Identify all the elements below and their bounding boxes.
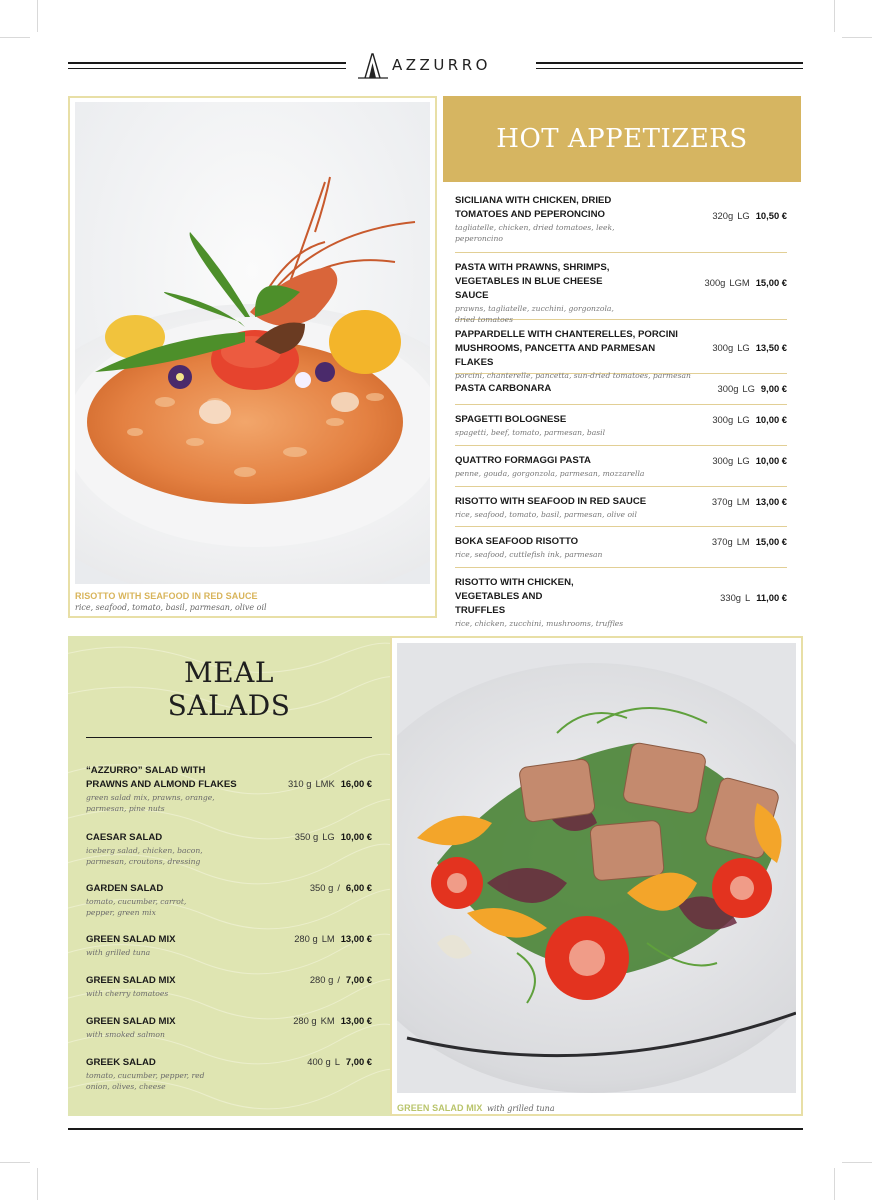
divider — [86, 737, 372, 738]
item-description: tomato, cucumber, pepper, red onion, olives, cheese — [86, 1071, 205, 1091]
item-meta — [712, 210, 787, 221]
crop-mark — [37, 0, 38, 32]
item-description: penne, gouda, gorgonzola, parmesan, mozzarella — [455, 469, 645, 478]
item-price: 10,00 € — [755, 455, 787, 466]
item-code: LM — [321, 933, 335, 944]
crop-mark — [842, 37, 872, 38]
item-price: 6,00 € — [345, 882, 372, 893]
tower-logo-icon — [356, 51, 390, 79]
header-rule-left — [68, 62, 346, 69]
item-weight: 320g — [712, 210, 734, 221]
item-price: 15,00 € — [755, 277, 787, 288]
crop-mark — [37, 1168, 38, 1200]
footer-rule — [68, 1128, 803, 1130]
item-name: GREEN SALAD MIX — [86, 1016, 176, 1027]
item-code: LG — [737, 342, 750, 353]
item-weight: 400 g — [307, 1056, 331, 1067]
risotto-caption-title: RISOTTO WITH SEAFOOD IN RED SAUCE — [75, 591, 258, 601]
salad-caption — [397, 1098, 555, 1116]
item-price: 7,00 € — [345, 974, 372, 985]
item-code: KM — [320, 1015, 335, 1026]
item-weight: 280 g — [294, 933, 318, 944]
item-code: LG — [737, 455, 750, 466]
salad-caption-title: GREEN SALAD MIX — [397, 1103, 483, 1113]
item-description: with cherry tomatoes — [86, 989, 169, 998]
item-code: / — [337, 882, 340, 893]
salad-caption-description: with grilled tuna — [486, 1104, 555, 1113]
section-title-line1: MEAL — [184, 656, 274, 689]
item-code: LG — [737, 210, 750, 221]
item-description: tomato, cucumber, carrot, pepper, green mix — [86, 897, 187, 917]
risotto-caption-description: rice, seafood, tomato, basil, parmesan, olive oil — [75, 603, 267, 612]
item-description: iceberg salad, chicken, bacon, parmesan, croutons, dressing — [86, 846, 203, 866]
item-meta — [712, 536, 787, 547]
menu-item — [86, 933, 372, 957]
item-code: LG — [322, 831, 335, 842]
risotto-image — [75, 102, 430, 584]
item-meta — [295, 831, 372, 842]
item-name: GARDEN SALAD — [86, 883, 164, 894]
brand-name: AZZURRO — [392, 56, 491, 74]
menu-item — [455, 446, 787, 487]
item-description: rice, seafood, tomato, basil, parmesan, olive oil — [455, 510, 637, 519]
item-description: rice, seafood, cuttlefish ink, parmesan — [455, 550, 603, 559]
menu-item — [455, 186, 787, 253]
item-meta — [310, 974, 372, 985]
item-description: porcini, chanterelle, pancetta, sun-dried tomatoes, parmesan — [455, 371, 691, 380]
item-meta — [288, 778, 372, 789]
item-weight: 310 g — [287, 778, 312, 789]
menu-item — [86, 1015, 372, 1039]
item-code: L — [334, 1056, 340, 1067]
item-name: RISOTTO WITH CHICKEN, VEGETABLES AND TRUFFLES — [455, 577, 574, 616]
item-meta — [712, 496, 787, 507]
item-description: prawns, tagliatelle, zucchini, gorgonzola, dried tomatoes — [455, 304, 614, 324]
item-name: PASTA WITH PRAWNS, SHRIMPS, VEGETABLES IN BLUE CHEESE SAUCE — [455, 262, 610, 301]
section-title: HOT APPETIZERS — [496, 124, 748, 154]
item-meta — [712, 414, 787, 425]
item-meta — [720, 592, 787, 603]
item-price: 10,50 € — [755, 210, 787, 221]
crop-mark — [834, 1168, 835, 1200]
item-weight: 300g — [717, 383, 739, 394]
item-name: GREEN SALAD MIX — [86, 934, 176, 945]
salad-photo — [397, 643, 796, 1093]
meal-salads-panel — [68, 636, 390, 1116]
menu-item — [455, 405, 787, 446]
item-meta — [293, 1015, 372, 1026]
menu-item — [455, 374, 787, 405]
item-name: “AZZURRO” SALAD WITH PRAWNS AND ALMOND FLAKES — [86, 765, 237, 790]
item-code: LM — [736, 536, 750, 547]
item-name: GREEN SALAD MIX — [86, 975, 176, 986]
item-name: CAESAR SALAD — [86, 832, 163, 843]
item-name: GREEK SALAD — [86, 1057, 156, 1068]
item-name: BOKA SEAFOOD RISOTTO — [455, 536, 579, 547]
item-code: LMK — [315, 778, 335, 789]
header-rule-right — [536, 62, 803, 69]
item-weight: 300g — [712, 414, 734, 425]
item-price: 13,00 € — [340, 933, 372, 944]
item-weight: 300g — [704, 277, 726, 288]
item-code: LGM — [729, 277, 750, 288]
menu-item — [86, 1056, 372, 1090]
item-name: PAPPARDELLE WITH CHANTERELLES, PORCINI MUSHROOMS, PANCETTA AND PARMESAN FLAKES — [455, 329, 678, 368]
item-description: green salad mix, prawns, orange, parmesan, pine nuts — [86, 793, 215, 813]
item-price: 13,00 € — [340, 1015, 372, 1026]
item-price: 11,00 € — [756, 592, 787, 603]
item-price: 13,00 € — [755, 496, 787, 507]
menu-item — [455, 253, 787, 324]
crop-mark — [0, 1162, 30, 1163]
item-code: L — [745, 592, 751, 603]
item-weight: 300g — [712, 342, 734, 353]
salad-image — [397, 643, 796, 1093]
item-weight: 280 g — [309, 974, 334, 985]
menu-item — [86, 764, 372, 814]
item-name: SICILIANA WITH CHICKEN, DRIED TOMATOES AND PEPERONCINO — [455, 195, 612, 220]
item-description: tagliatelle, chicken, dried tomatoes, leek, peperoncino — [455, 223, 615, 243]
item-name: SPAGETTI BOLOGNESE — [455, 414, 567, 425]
item-price: 13,50 € — [755, 342, 787, 353]
item-price: 10,00 € — [340, 831, 372, 842]
item-code: LG — [742, 383, 755, 394]
menu-item — [455, 568, 787, 628]
crop-mark — [0, 37, 30, 38]
item-meta — [310, 882, 372, 893]
item-meta — [307, 1056, 372, 1067]
item-code: LM — [736, 496, 750, 507]
item-weight: 280 g — [293, 1015, 317, 1026]
menu-item — [455, 527, 787, 568]
section-title-line2: SALADS — [167, 689, 291, 722]
item-price: 10,00 € — [755, 414, 787, 425]
item-meta — [705, 277, 787, 288]
menu-item — [86, 882, 372, 916]
menu-item — [86, 831, 372, 865]
menu-item — [86, 974, 372, 998]
item-weight: 370g — [711, 536, 733, 547]
section-title — [68, 656, 390, 722]
item-description: with smoked salmon — [86, 1030, 165, 1039]
crop-mark — [834, 0, 835, 32]
item-price: 7,00 € — [345, 1056, 372, 1067]
item-description: with grilled tuna — [86, 948, 151, 957]
item-name: QUATTRO FORMAGGI PASTA — [455, 455, 591, 466]
menu-item — [455, 487, 787, 527]
item-price: 9,00 € — [760, 383, 787, 394]
brand-logo — [356, 50, 526, 80]
item-weight: 330g — [720, 592, 742, 603]
item-price: 16,00 € — [340, 778, 372, 789]
hot-appetizers-list — [455, 186, 787, 628]
item-weight: 350 g — [294, 831, 319, 842]
item-code: LG — [737, 414, 750, 425]
item-meta — [718, 383, 787, 394]
item-code: / — [337, 974, 340, 985]
item-price: 15,00 € — [755, 536, 787, 547]
meal-salads-list — [86, 764, 372, 1107]
item-weight: 370g — [711, 496, 733, 507]
item-meta — [712, 342, 787, 353]
risotto-photo — [75, 102, 430, 584]
item-description: rice, chicken, zucchini, mushrooms, truffles — [455, 619, 624, 628]
crop-mark — [842, 1162, 872, 1163]
hot-appetizers-banner — [443, 96, 801, 182]
menu-item — [455, 320, 787, 380]
item-name: RISOTTO WITH SEAFOOD IN RED SAUCE — [455, 496, 647, 507]
item-description: spagetti, beef, tomato, parmesan, basil — [455, 428, 606, 437]
item-name: PASTA CARBONARA — [455, 383, 552, 394]
item-meta — [294, 933, 372, 944]
item-meta — [712, 455, 787, 466]
item-weight: 300g — [712, 455, 734, 466]
item-weight: 350 g — [309, 882, 334, 893]
